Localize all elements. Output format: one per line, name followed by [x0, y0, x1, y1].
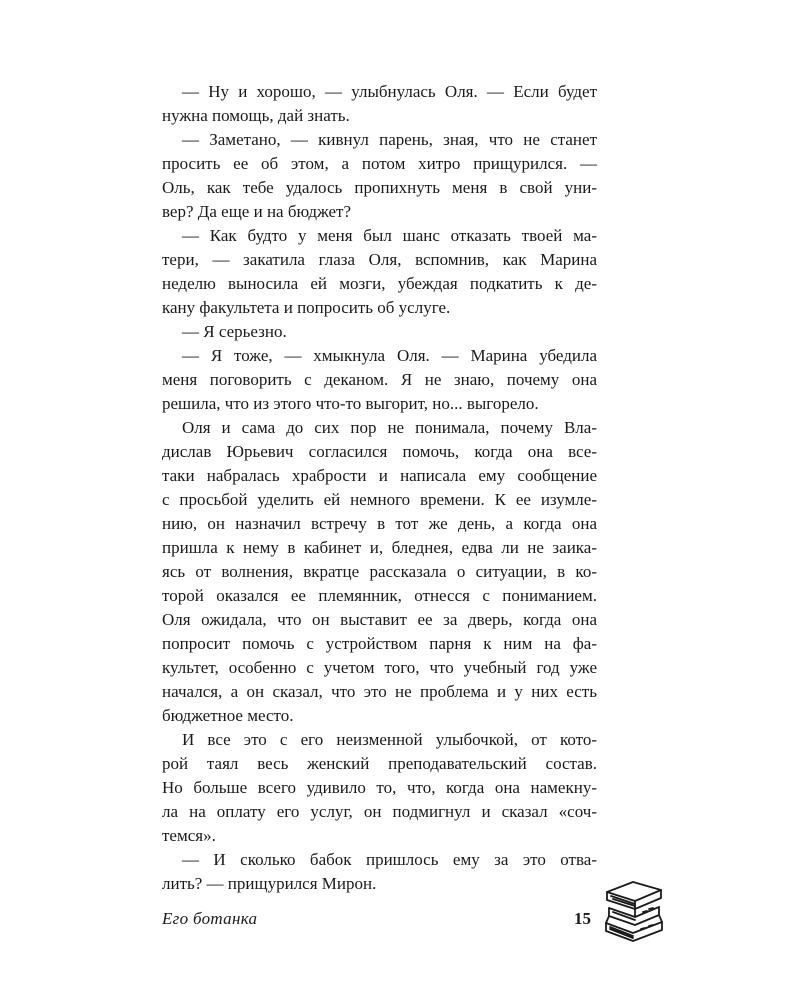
stack-of-books-icon [603, 878, 665, 944]
page-number: 15 [574, 909, 591, 928]
running-footer-title: Его ботанка [162, 909, 258, 928]
text-line: ясь от волнения, вкратце рассказала о ситуации, в ко- [162, 562, 597, 581]
text-line: Оля и сама до сих пор не понимала, почему Вла- [182, 418, 597, 437]
text-line: нужна помощь, дай знать. [162, 106, 350, 125]
text-line: неделю выносила ей мозги, убеждая подкатить к де- [162, 274, 597, 293]
text-line: вер? Да еще и на бюджет? [162, 202, 352, 221]
text-line: торой оказался ее племянник, отнесся с пониманием. [162, 586, 597, 605]
text-line: таки набралась храбрости и написала ему сообщение [162, 466, 597, 485]
text-line: темся». [162, 826, 216, 845]
text-line: — Заметано, — кивнул парень, зная, что не станет [182, 130, 597, 149]
text-line: культет, особенно с учетом того, что учебный год уже [162, 658, 597, 677]
text-line: нию, он назначил встречу в тот же день, а когда она [162, 514, 597, 533]
text-line: — Ну и хорошо, — улыбнулась Оля. — Если будет [182, 82, 597, 101]
text-line: Оль, как тебе удалось пропихнуть меня в свой уни- [162, 178, 597, 197]
text-line: рой таял весь женский преподавательский состав. [162, 754, 597, 773]
text-line: дислав Юрьевич согласился помочь, когда она все- [162, 442, 597, 461]
text-line: бюджетное место. [162, 706, 294, 725]
text-line: лить? — прищурился Мирон. [162, 874, 377, 893]
text-line: — Я тоже, — хмыкнула Оля. — Марина убедила [182, 346, 597, 365]
text-line: меня поговорить с деканом. Я не знаю, почему она [162, 370, 597, 389]
text-line: — Как будто у меня был шанс отказать твоей ма- [182, 226, 597, 245]
text-line: с просьбой уделить ей немного времени. К ее изумле- [162, 490, 597, 509]
text-line: пришла к нему в кабинет и, бледнея, едва ли не заика- [162, 538, 597, 557]
text-line: — Я серьезно. [182, 322, 287, 341]
text-line: Но больше всего удивило то, что, когда она намекну- [162, 778, 597, 797]
body-text [162, 80, 597, 896]
text-line: начался, а он сказал, что это не проблема и у них есть [162, 682, 597, 701]
text-line: ла на оплату его услуг, он подмигнул и сказал «соч- [162, 802, 597, 821]
text-line: просить ее об этом, а потом хитро прищурился. — [162, 154, 597, 173]
text-line: Оля ожидала, что он выставит ее за дверь, когда она [162, 610, 597, 629]
text-line: кану факультета и попросить об услуге. [162, 298, 451, 317]
text-line: решила, что из этого что-то выгорит, но... выгорело. [162, 394, 539, 413]
text-line: И все это с его неизменной улыбочкой, от кото- [182, 730, 597, 749]
text-line: тери, — закатила глаза Оля, вспомнив, как Марина [162, 250, 597, 269]
text-line: попросит помочь с устройством парня к ним на фа- [162, 634, 597, 653]
text-line: — И сколько бабок пришлось ему за это отва- [182, 850, 597, 869]
